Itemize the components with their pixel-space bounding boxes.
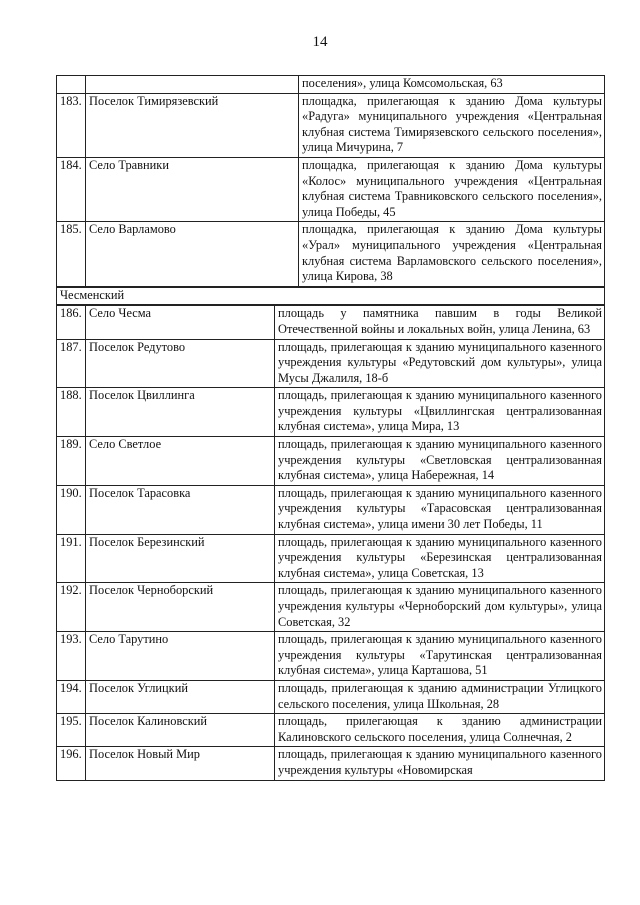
table-row: [57, 93, 605, 157]
table-row: [57, 680, 605, 713]
row-number-cell: 196.: [57, 747, 86, 780]
settlement-cell: Поселок Тимирязевский: [86, 93, 299, 157]
document-table: [56, 75, 605, 781]
table-row: [57, 437, 605, 486]
settlement-cell: [86, 76, 299, 94]
continuation-row: [57, 76, 605, 94]
row-number-cell: 183.: [57, 93, 86, 157]
row-number-cell: 192.: [57, 583, 86, 632]
location-cell: поселения», улица Комсомольская, 63: [299, 76, 605, 94]
table-part-1: [56, 75, 605, 287]
location-cell: площадь, прилегающая к зданию администрации Калиновского сельского поселения, улица Солнечная, 2: [275, 714, 605, 747]
section-header-table: [56, 287, 605, 306]
location-cell: площадь, прилегающая к зданию муниципального казенного учреждения культуры «Черноборский дом культуры», улица Советская, 32: [275, 583, 605, 632]
row-number-cell: 190.: [57, 485, 86, 534]
location-cell: площадь, прилегающая к зданию муниципального казенного учреждения культуры «Тарасовская централизованная клубная система», улица имени 30 лет Победы, 11: [275, 485, 605, 534]
settlement-cell: Поселок Новый Мир: [86, 747, 275, 780]
location-cell: площадь, прилегающая к зданию муниципального казенного учреждения культуры «Цвиллингская централизованная клубная система», улица Мира, 13: [275, 388, 605, 437]
page-number: 14: [312, 34, 328, 50]
table-row: [57, 306, 605, 339]
table-row: [57, 583, 605, 632]
table-row: [57, 632, 605, 681]
row-number-cell: 194.: [57, 680, 86, 713]
row-number-cell: 191.: [57, 534, 86, 583]
location-cell: площадка, прилегающая к зданию Дома культуры «Урал» муниципального учреждения «Центральная клубная система Варламовского сельского поселения», улица Кирова, 38: [299, 222, 605, 286]
settlement-cell: Село Светлое: [86, 437, 275, 486]
row-number-cell: 186.: [57, 306, 86, 339]
location-cell: площадь у памятника павшим в годы Великой Отечественной войны и локальных войн, улица Ленина, 63: [275, 306, 605, 339]
settlement-cell: Село Травники: [86, 157, 299, 221]
table-row: [57, 534, 605, 583]
settlement-cell: Поселок Березинский: [86, 534, 275, 583]
settlement-cell: Село Варламово: [86, 222, 299, 286]
location-cell: площадь, прилегающая к зданию муниципального казенного учреждения культуры «Тарутинская централизованная клубная система», улица Карташова, 51: [275, 632, 605, 681]
row-number-cell: 188.: [57, 388, 86, 437]
location-cell: площадь, прилегающая к зданию муниципального казенного учреждения культуры «Березинская централизованная клубная система», улица Советская, 13: [275, 534, 605, 583]
settlement-cell: Поселок Углицкий: [86, 680, 275, 713]
location-cell: площадь, прилегающая к зданию муниципального казенного учреждения культуры «Светловская централизованная клубная система», улица Набережная, 14: [275, 437, 605, 486]
location-cell: площадка, прилегающая к зданию Дома культуры «Колос» муниципального учреждения «Центральная клубная система Травниковского сельского поселения», улица Победы, 45: [299, 157, 605, 221]
row-number-cell: 193.: [57, 632, 86, 681]
row-number-cell: 187.: [57, 339, 86, 388]
table-row: [57, 339, 605, 388]
row-number-cell: 189.: [57, 437, 86, 486]
settlement-cell: Поселок Цвиллинга: [86, 388, 275, 437]
location-cell: площадь, прилегающая к зданию муниципального казенного учреждения культуры «Новомирская: [275, 747, 605, 780]
settlement-cell: Поселок Калиновский: [86, 714, 275, 747]
table-row: [57, 222, 605, 286]
table-row: [57, 157, 605, 221]
location-cell: площадка, прилегающая к зданию Дома культуры «Радуга» муниципального учреждения «Центральная клубная система Тимирязевского сельского поселения», улица Мичурина, 7: [299, 93, 605, 157]
settlement-cell: Поселок Черноборский: [86, 583, 275, 632]
table-row: [57, 388, 605, 437]
row-number-cell: 185.: [57, 222, 86, 286]
settlement-cell: Поселок Тарасовка: [86, 485, 275, 534]
table-row: [57, 485, 605, 534]
location-cell: площадь, прилегающая к зданию муниципального казенного учреждения культуры «Редутовский дом культуры», улица Мусы Джалиля, 18-б: [275, 339, 605, 388]
table-row: [57, 714, 605, 747]
section-row: [57, 287, 605, 305]
table-part-2: [56, 305, 605, 780]
row-number-cell: [57, 76, 86, 94]
table-row: [57, 747, 605, 780]
location-cell: площадь, прилегающая к зданию администрации Углицкого сельского поселения, улица Школьная, 28: [275, 680, 605, 713]
settlement-cell: Село Тарутино: [86, 632, 275, 681]
settlement-cell: Село Чесма: [86, 306, 275, 339]
section-title: Чесменский: [57, 287, 605, 305]
row-number-cell: 184.: [57, 157, 86, 221]
row-number-cell: 195.: [57, 714, 86, 747]
settlement-cell: Поселок Редутово: [86, 339, 275, 388]
